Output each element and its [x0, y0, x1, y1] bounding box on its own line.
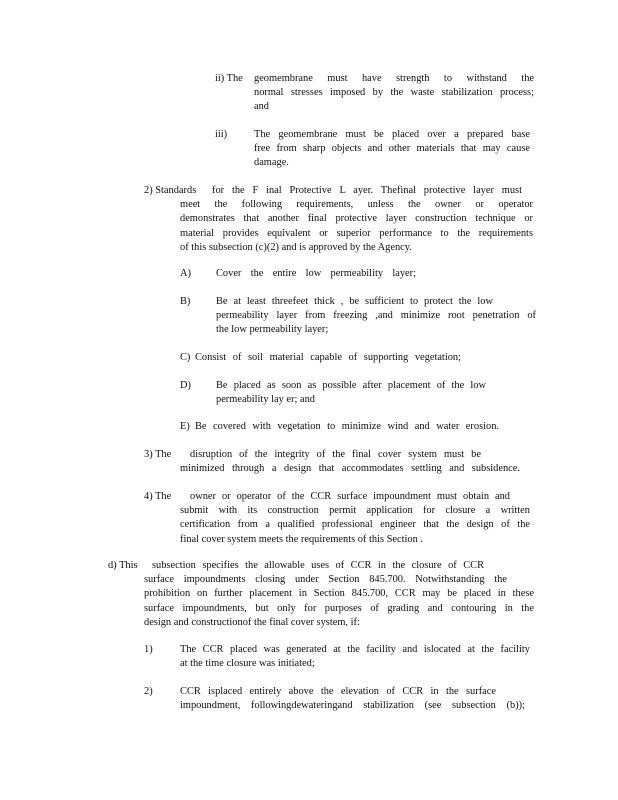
subitem-a-text [216, 267, 416, 281]
item-2-marker: 2) Standards [144, 185, 197, 196]
text-line: Cover the entire low permeability layer; [216, 268, 416, 279]
text-line: prohibition on further placement in Section 845.700, CCR may be placed in these [144, 588, 534, 600]
text-line: of this subsection (c)(2) and is approved by the Agency. [180, 241, 412, 253]
subitem-d-text [216, 379, 486, 407]
text-line: submit with its construction permit application for closure a written [180, 505, 530, 517]
text-line: for the F inal Protective L ayer. Thefinal protective layer must [212, 185, 522, 196]
text-line: The geomembrane must be placed over a prepared base [254, 129, 530, 140]
text-line: free from sharp objects and other materials that may cause [254, 143, 530, 155]
subitem-e-marker: E) [180, 421, 190, 432]
subitem-c-text [195, 351, 461, 365]
text-line: material provides equivalent or superior performance to the requirements [180, 227, 533, 239]
text-line: Be placed as soon as possible after placement of the low [216, 380, 486, 391]
subitem-2-text [180, 685, 525, 713]
text-line: impoundment, followingdewateringand stabilization (see subsection (b)); [180, 700, 525, 712]
text-line: geomembrane must have strength to withstand the [254, 73, 534, 84]
subitem-a-marker: A) [180, 268, 191, 279]
subitem-b-marker: B) [180, 296, 191, 307]
item-d-text [144, 559, 534, 630]
text-line: disruption of the integrity of the final cover system must be [190, 449, 481, 460]
subitem-d-marker: D) [180, 380, 191, 391]
text-line: surface impoundments closing under Section 845.700. Notwithstanding the [144, 574, 507, 586]
text-line: the low permeability layer; [216, 324, 329, 336]
subitem-c-marker: C) [180, 352, 191, 363]
subitem-2-marker: 2) [144, 686, 153, 697]
text-line: final cover system meets the requirements of this Section . [180, 533, 423, 545]
text-line: permeability lay er; and [216, 394, 315, 406]
subitem-b-text [216, 295, 536, 338]
item-iii-marker: iii) [215, 129, 228, 140]
item-iii-text [254, 128, 530, 171]
item-d-marker: d) This [108, 560, 138, 571]
text-line: damage. [254, 157, 289, 169]
text-line: certification from a qualified professional engineer that the design of the [180, 519, 530, 531]
text-line: surface impoundments, but only for purposes of grading and contouring in the [144, 602, 534, 614]
item-2-text [180, 198, 533, 255]
item-ii-text [254, 72, 534, 115]
text-line: minimized through a design that accommodates settling and subsidence. [180, 463, 520, 475]
subitem-1-marker: 1) [144, 644, 153, 655]
text-line: Be covered with vegetation to minimize wind and water erosion. [195, 421, 499, 432]
subitem-1-text [180, 643, 530, 671]
text-line: demonstrates that another final protective layer construction technique or [180, 213, 533, 225]
text-line: normal stresses imposed by the waste stabilization process; [254, 87, 534, 99]
item-2-first-line [212, 184, 522, 198]
text-line: owner or operator of the CCR surface impoundment must obtain and [190, 491, 510, 502]
item-4-text [180, 490, 530, 547]
text-line: Consist of soil material capable of supporting vegetation; [195, 352, 461, 363]
text-line: and [254, 101, 270, 113]
item-3-text [180, 448, 520, 476]
text-line: at the time closure was initiated; [180, 658, 315, 670]
text-line: CCR isplaced entirely above the elevation of CCR in the surface [180, 686, 496, 697]
text-line: meet the following requirements, unless the owner or operator [180, 199, 533, 211]
item-4-marker: 4) The [144, 491, 172, 502]
text-line: The CCR placed was generated at the facility and islocated at the facility [180, 644, 530, 655]
text-line: design and constructionof the final cover system, if: [144, 616, 360, 628]
text-line: subsection specifies the allowable uses of CCR in the closure of CCR [152, 560, 484, 571]
item-ii-marker: ii) The [215, 73, 243, 84]
item-3-marker: 3) The [144, 449, 172, 460]
text-line: permeability layer from freezing ,and minimize root penetration of [216, 310, 536, 322]
text-line: Be at least threefeet thick , be sufficient to protect the low [216, 296, 493, 307]
subitem-e-text [195, 420, 499, 434]
